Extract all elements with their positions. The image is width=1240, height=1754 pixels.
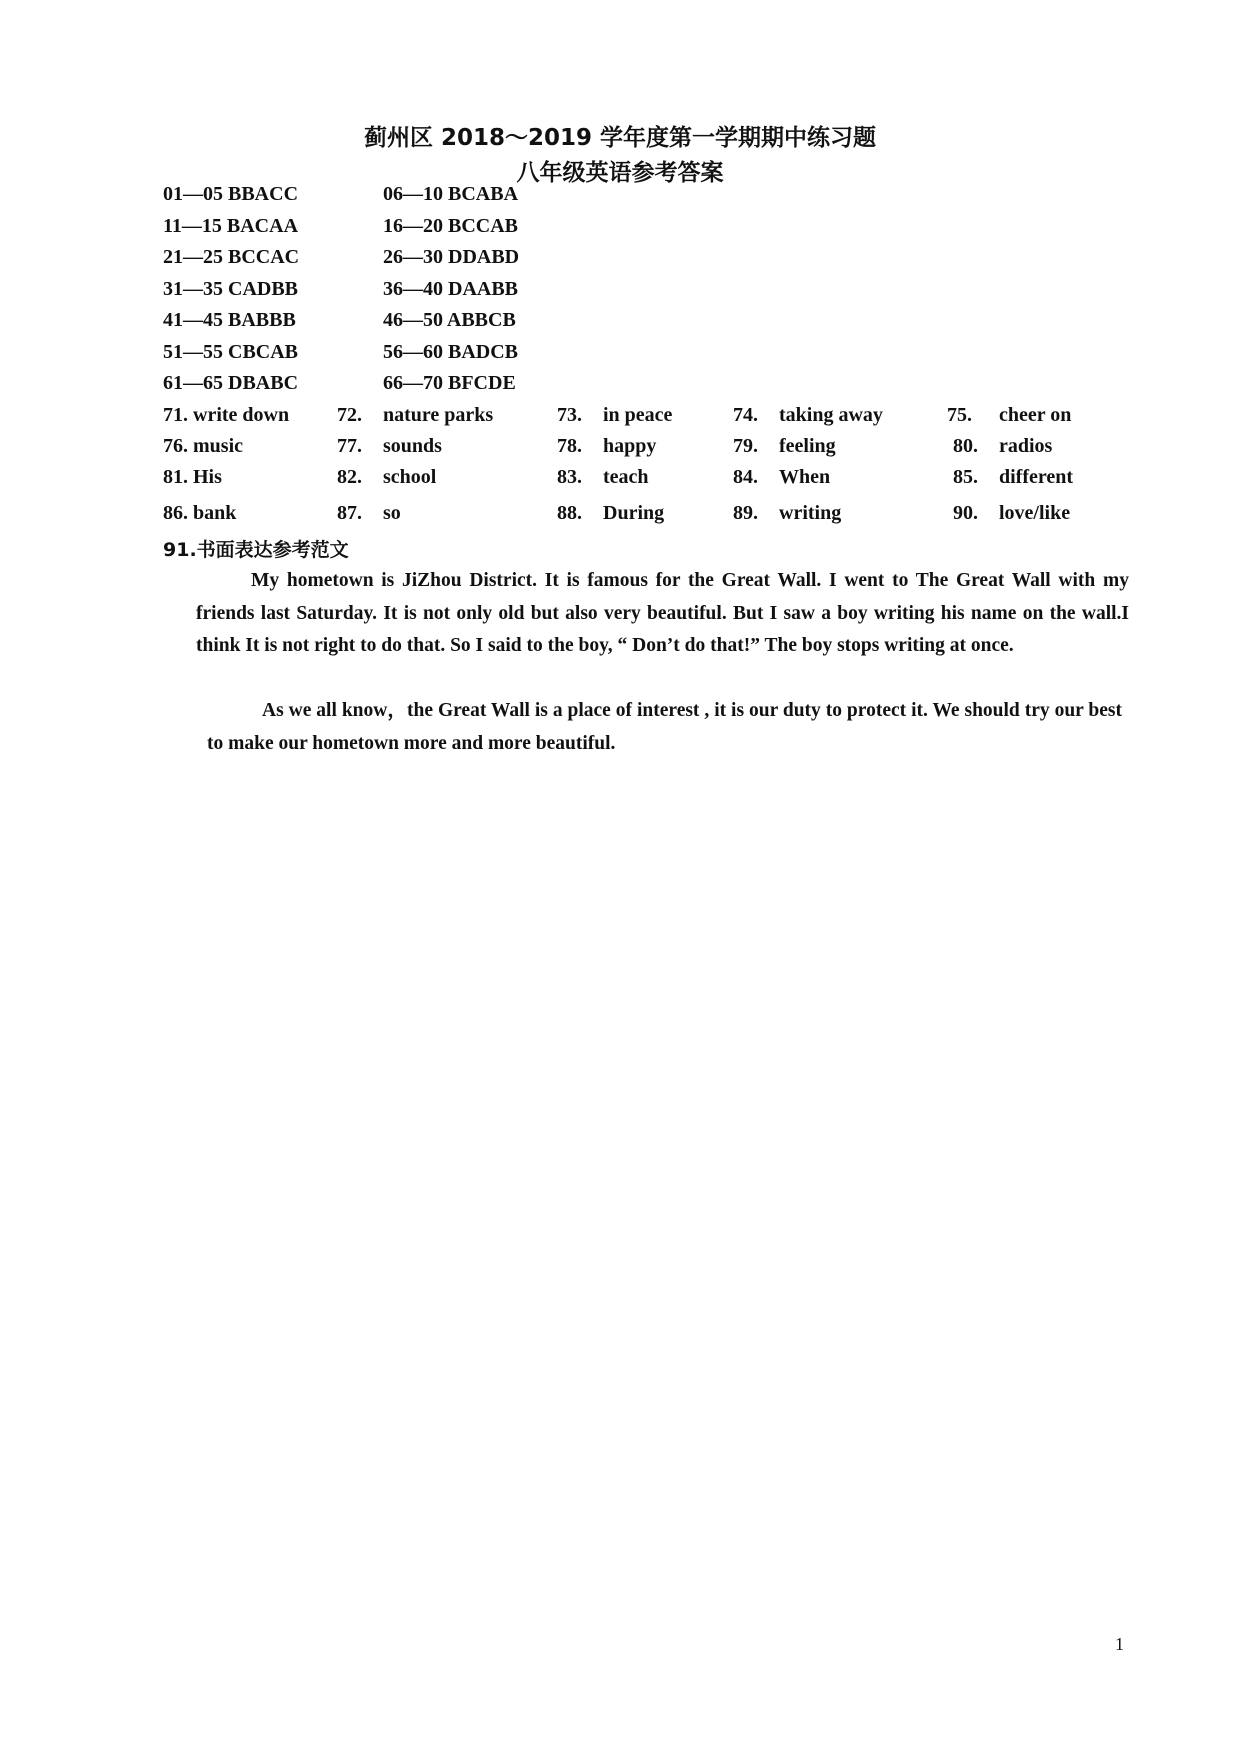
blank-number: 85. [953, 466, 978, 488]
blank-answer: His [193, 466, 222, 488]
blank-answer: teach [603, 466, 649, 488]
choice-answer: 56—60 BADCB [383, 341, 519, 363]
blank-answer: in peace [603, 404, 673, 426]
blank-answer: nature parks [383, 404, 494, 426]
blank-number: 75. [947, 404, 972, 426]
blank-answer: sounds [383, 435, 442, 457]
blank-number: 74. [733, 404, 758, 426]
choice-answer: 41—45 BABBB [163, 309, 296, 331]
choice-answer: 51—55 CBCAB [163, 341, 299, 363]
blank-number: 72. [337, 404, 362, 426]
choice-answer: 06—10 BCABA [383, 183, 519, 205]
blank-answer: music [193, 435, 243, 457]
blank-answer-item [163, 435, 243, 458]
choice-answer: 16—20 BCCAB [383, 215, 519, 237]
page-subtitle: 八年级英语参考答案 [516, 160, 724, 186]
blank-answer: school [383, 466, 437, 488]
blank-answer: bank [193, 502, 237, 524]
blank-answer: write down [193, 404, 290, 426]
blank-number: 86. [163, 502, 188, 524]
blank-number: 79. [733, 435, 758, 457]
blank-number: 90. [953, 502, 978, 524]
choice-answer: 21—25 BCCAC [163, 246, 300, 268]
blank-answer: writing [779, 502, 842, 524]
blank-answer: When [779, 466, 831, 488]
page-title: 蓟州区 2018～2019 学年度第一学期期中练习题 [363, 125, 877, 151]
choice-answer: 26—30 DDABD [383, 246, 520, 268]
blank-number: 77. [337, 435, 362, 457]
blank-answer: radios [999, 435, 1053, 457]
page-number: 1 [1115, 1634, 1124, 1654]
blank-answer: During [603, 502, 665, 524]
choice-answer: 01—05 BBACC [163, 183, 299, 205]
blank-number: 84. [733, 466, 758, 488]
choice-answer: 36—40 DAABB [383, 278, 519, 300]
choice-answer: 31—35 CADBB [163, 278, 299, 300]
blank-number: 80. [953, 435, 978, 457]
choice-answer: 46—50 ABBCB [383, 309, 516, 331]
blank-number: 81. [163, 466, 188, 488]
blank-number: 82. [337, 466, 362, 488]
blank-number: 73. [557, 404, 582, 426]
blank-answer-item [163, 502, 236, 525]
blank-answer: feeling [779, 435, 836, 457]
writing-section-title: 91.书面表达参考范文 [163, 539, 349, 561]
blank-number: 83. [557, 466, 582, 488]
blank-number: 78. [557, 435, 582, 457]
blank-answer: cheer on [999, 404, 1072, 426]
blank-number: 89. [733, 502, 758, 524]
essay-paragraph: As we all know，the Great Wall is a place of interest , it is our duty to protect it. We should try our best to make our hometown more and more beautiful. [207, 700, 1122, 754]
blank-answer: love/like [999, 502, 1071, 524]
choice-answer: 61—65 DBABC [163, 372, 299, 394]
essay-paragraph: My hometown is JiZhou District. It is famous for the Great Wall. I went to The Great Wall with my friends last Saturday. It is not only old but also very beautiful. But I saw a boy writing his name on the wall.I think It is not right to do that. So I said to the boy, “ Don’t do that!” The boy stops writing at once. [196, 570, 1129, 656]
choice-answer: 66—70 BFCDE [383, 372, 516, 394]
blank-number: 87. [337, 502, 362, 524]
blank-answer-item [163, 404, 289, 427]
blank-answer: so [383, 502, 401, 524]
blank-answer: taking away [779, 404, 883, 426]
blank-number: 71. [163, 404, 188, 426]
blank-answer: different [999, 466, 1074, 488]
blank-number: 88. [557, 502, 582, 524]
blank-answer-item [163, 466, 222, 489]
blank-number: 76. [163, 435, 188, 457]
blank-answer: happy [603, 435, 657, 457]
choice-answer: 11—15 BACAA [163, 215, 299, 237]
